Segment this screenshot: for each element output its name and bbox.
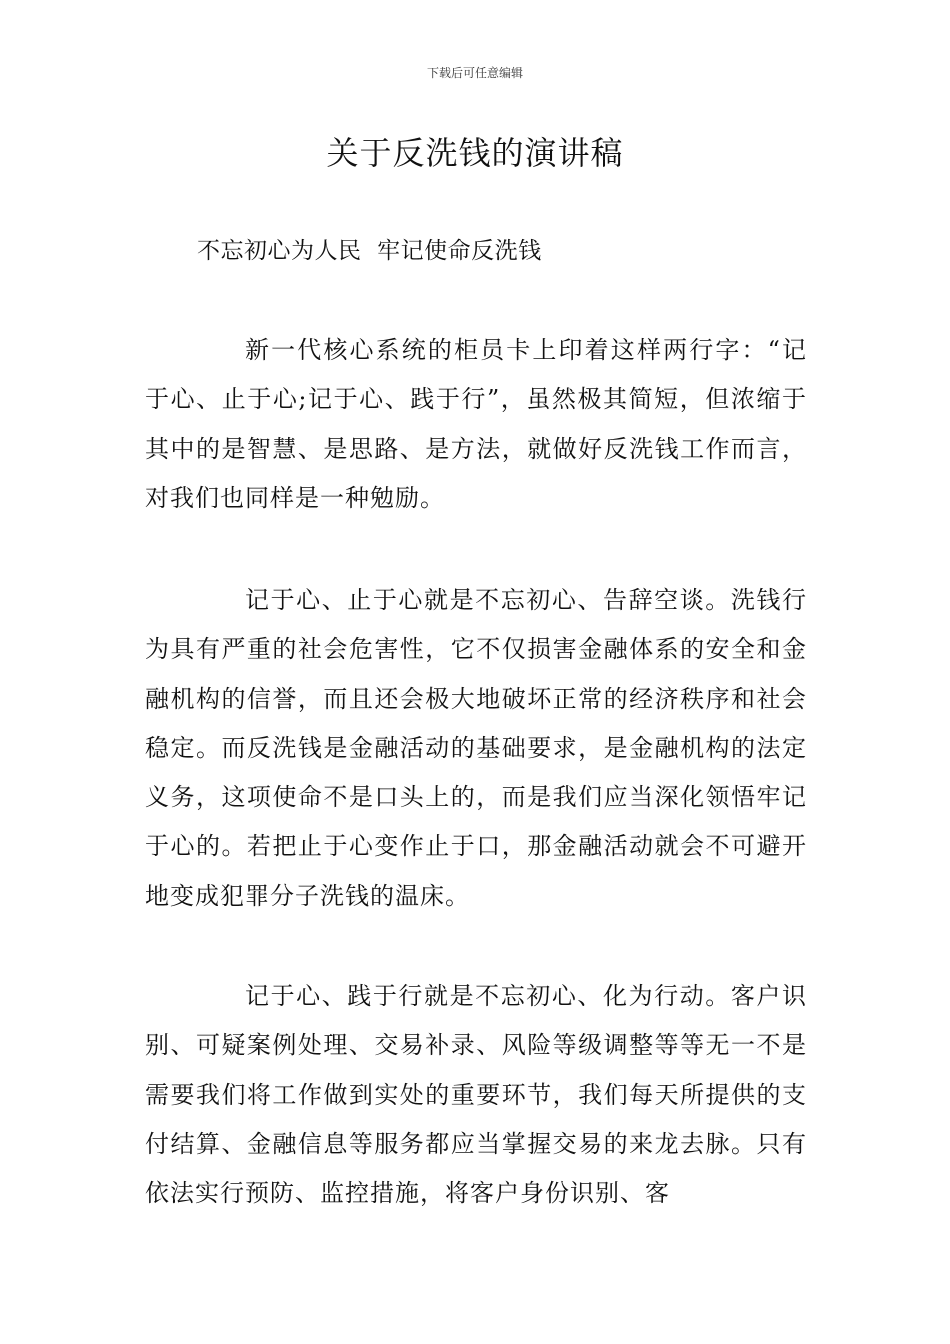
header-note: 下载后可任意编辑 [426,66,523,80]
document-subtitle: 不忘初心为人民 牢记使命反洗钱 [197,238,542,264]
paragraph-3: 记于心、践于行就是不忘初心、化为行动。客户识别、可疑案例处理、交易补录、风险等级调整等等无一不是需要我们将工作做到实处的重要环节，我们每天所提供的支付结算、金融信息等服务都应当掌握交易的来龙去脉。只有依法实行预防、监控措施，将客户身份识别、客 [145,982,807,1208]
paragraph-1: 新一代核心系统的柜员卡上印着这样两行字：“记于心、止于心;记于心、践于行”，虽然极其简短，但浓缩于其中的是智慧、是思路、是方法，就做好反洗钱工作而言，对我们也同样是一种勉励。 [145,336,807,512]
paragraph-2: 记于心、止于心就是不忘初心、告辞空谈。洗钱行为具有严重的社会危害性，它不仅损害金融体系的安全和金融机构的信誉，而且还会极大地破坏正常的经济秩序和社会稳定。而反洗钱是金融活动的基础要求，是金融机构的法定义务，这项使命不是口头上的，而是我们应当深化领悟牢记于心的。若把止于心变作止于口，那金融活动就会不可避开地变成犯罪分子洗钱的温床。 [145,586,807,910]
document-title: 关于反洗钱的演讲稿 [326,134,624,172]
